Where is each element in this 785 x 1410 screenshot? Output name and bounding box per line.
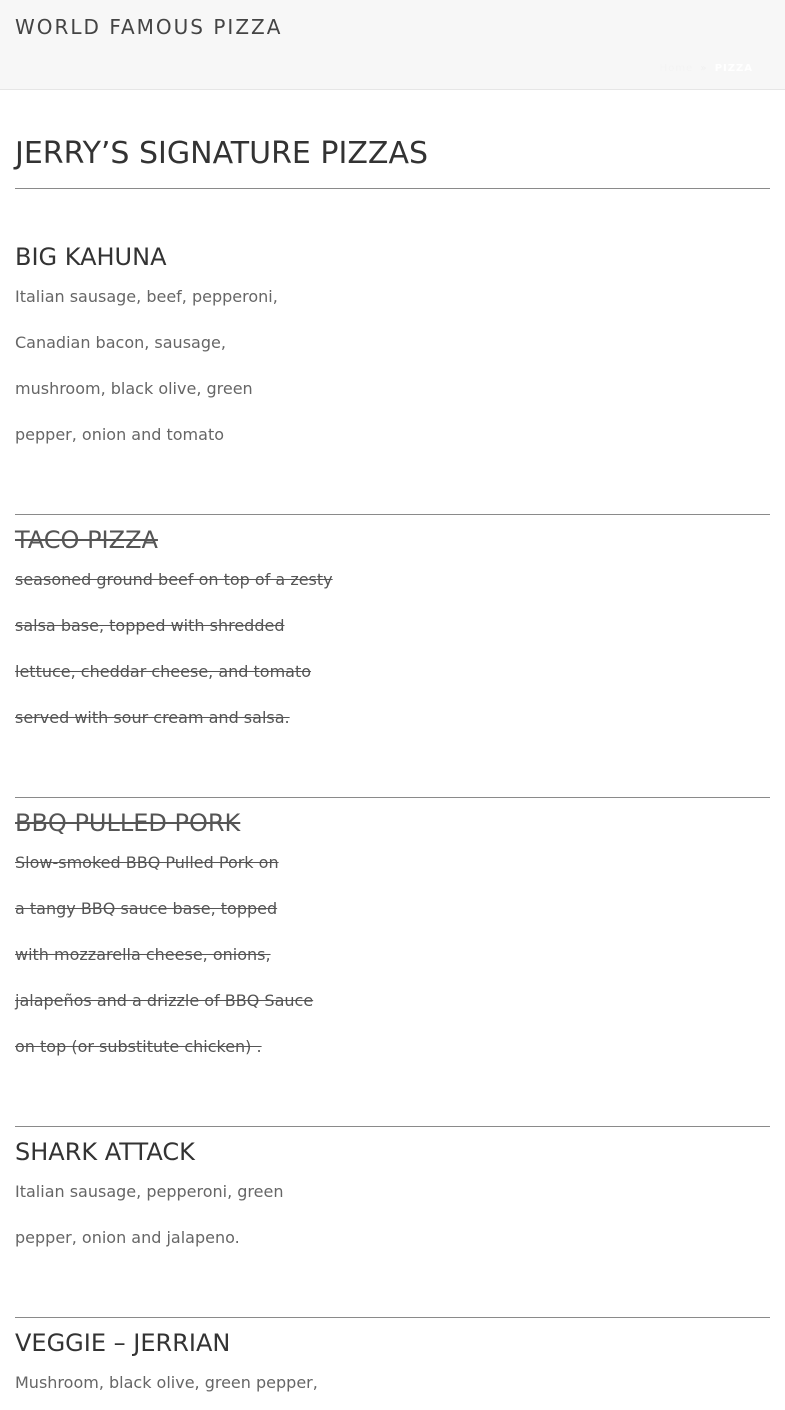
menu-item-name: SHARK ATTACK (15, 1138, 195, 1166)
item-divider (15, 1317, 770, 1318)
menu-item-name: TACO PIZZA (15, 526, 158, 554)
menu-item-description-line: mushroom, black olive, green (15, 379, 253, 398)
menu-item-description-line: a tangy BBQ sauce base, topped (15, 899, 278, 918)
breadcrumb-separator: » (700, 63, 708, 74)
menu-item-name: VEGGIE – JERRIAN (15, 1329, 231, 1357)
menu-item-description-line: lettuce, cheddar cheese, and tomato (15, 662, 312, 681)
menu-item-description-line: Canadian bacon, sausage, (15, 333, 226, 352)
menu-item-description-line: pepper, onion and tomato (15, 425, 224, 444)
breadcrumb (660, 63, 753, 74)
breadcrumb-current: PIZZA (714, 63, 753, 74)
page-title: JERRY’S SIGNATURE PIZZAS (15, 136, 429, 171)
site-title-link[interactable]: WORLD FAMOUS PIZZA (15, 15, 283, 39)
menu-item-description-line: served with sour cream and salsa. (15, 708, 290, 727)
menu-item-description-line: on top (or substitute chicken) . (15, 1037, 262, 1056)
menu-item-description-line: Italian sausage, beef, pepperoni, (15, 287, 278, 306)
menu-item-description-line: salsa base, topped with shredded (15, 616, 285, 635)
title-divider (15, 188, 770, 189)
menu-item-name: BIG KAHUNA (15, 243, 167, 271)
menu-item-description-line: Mushroom, black olive, green pepper, (15, 1373, 318, 1392)
menu-item-description-line: Italian sausage, pepperoni, green (15, 1182, 284, 1201)
menu-item-description-line: Slow-smoked BBQ Pulled Pork on (15, 853, 279, 872)
menu-item-name: BBQ PULLED PORK (15, 809, 241, 837)
menu-item-description-line: pepper, onion and jalapeno. (15, 1228, 240, 1247)
site-header (0, 0, 785, 90)
item-divider (15, 797, 770, 798)
breadcrumb-home-link[interactable]: Home (659, 63, 694, 74)
item-divider (15, 514, 770, 515)
menu-item-description-line: jalapeños and a drizzle of BBQ Sauce (15, 991, 314, 1010)
menu-item-description-line: with mozzarella cheese, onions, (15, 945, 271, 964)
item-divider (15, 1126, 770, 1127)
menu-item-description-line: seasoned ground beef on top of a zesty (15, 570, 333, 589)
